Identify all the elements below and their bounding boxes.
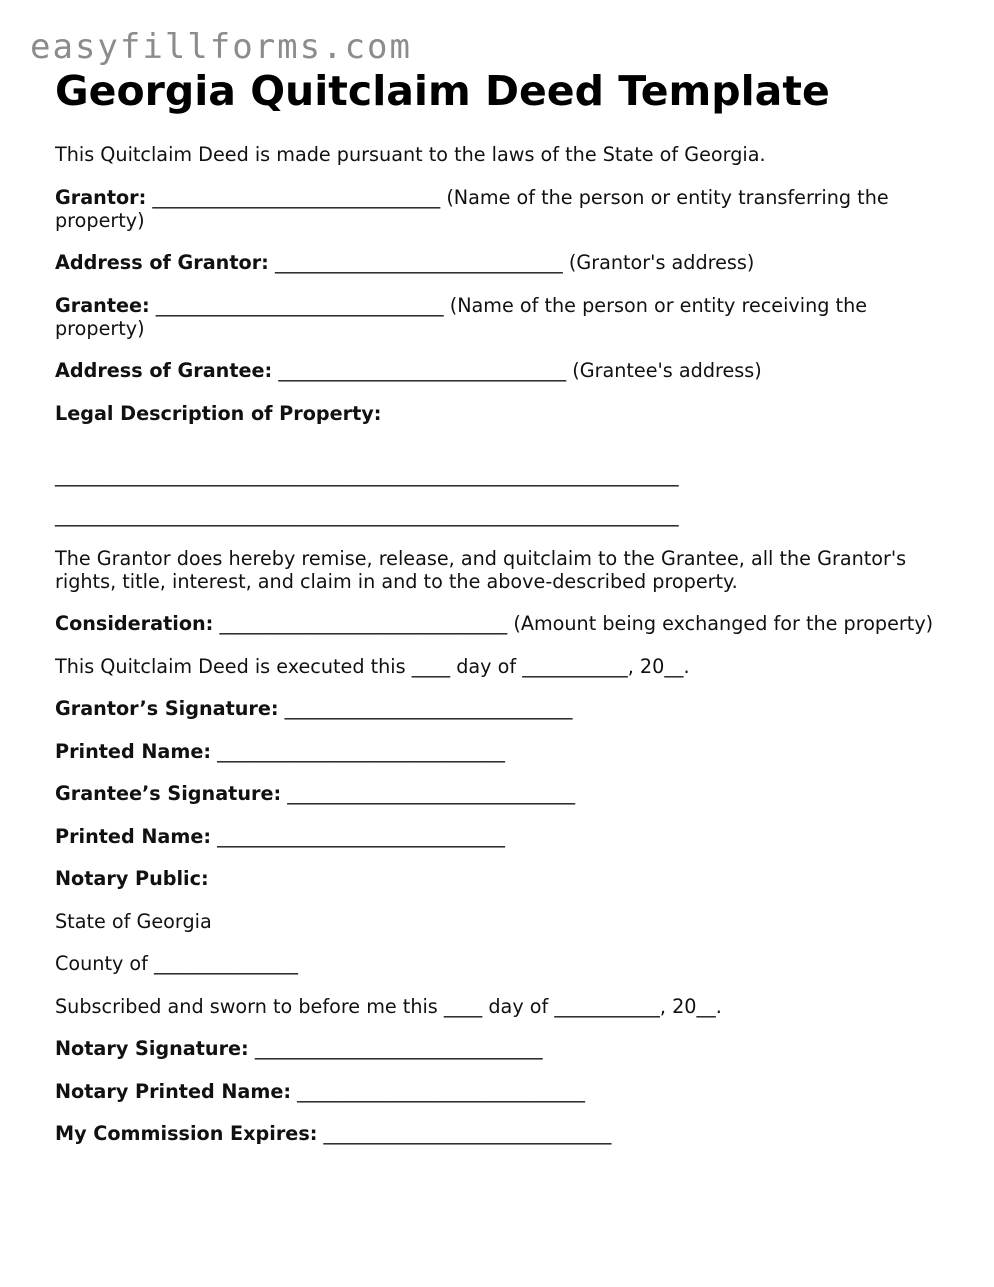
grantee-address-label: Address of Grantee: bbox=[55, 359, 273, 382]
legal-description-label: Legal Description of Property: bbox=[55, 401, 382, 425]
notary-printed-name-blank[interactable]: ______________________________ bbox=[291, 1079, 585, 1103]
grantor-printed-name-blank[interactable]: ______________________________ bbox=[211, 739, 505, 763]
grantee-signature-field[interactable] bbox=[55, 782, 935, 805]
consideration-label: Consideration: bbox=[55, 612, 214, 635]
grantee-address-field[interactable] bbox=[55, 359, 935, 382]
subscribed-date-line[interactable]: Subscribed and sworn to before me this ____ day of ___________, 20__. bbox=[55, 994, 722, 1018]
legal-description-line-2[interactable]: _________________________________________________________________ bbox=[55, 504, 679, 527]
grantor-signature-blank[interactable]: ______________________________ bbox=[278, 697, 573, 720]
state-line: State of Georgia bbox=[55, 909, 212, 933]
grantor-printed-name-label: Printed Name: bbox=[55, 739, 212, 763]
commission-expires-blank[interactable]: ______________________________ bbox=[317, 1122, 612, 1145]
grantee-address-blank[interactable]: ______________________________ (Grantee's address) bbox=[272, 359, 762, 382]
notary-printed-name-label: Notary Printed Name: bbox=[55, 1079, 292, 1103]
remise-text: The Grantor does hereby remise, release, and quitclaim to the Grantee, all the Grantor's rights, title, interest, and claim in and to the above-described property. bbox=[55, 546, 907, 593]
notary-signature-blank[interactable]: ______________________________ bbox=[248, 1037, 543, 1060]
commission-expires-field[interactable] bbox=[55, 1122, 935, 1145]
grantee-blank[interactable]: ______________________________ (Name of the person or entity receiving the property) bbox=[55, 293, 868, 340]
grantee-signature-label: Grantee’s Signature: bbox=[55, 782, 282, 805]
grantee-printed-name-label: Printed Name: bbox=[55, 824, 212, 848]
page-title: Georgia Quitclaim Deed Template bbox=[55, 67, 830, 115]
commission-expires-label: My Commission Expires: bbox=[55, 1122, 318, 1145]
consideration-blank[interactable]: ______________________________ (Amount being exchanged for the property) bbox=[213, 612, 934, 635]
grantor-blank[interactable]: ______________________________ (Name of the person or entity transferring the property) bbox=[55, 185, 889, 232]
grantor-address-field[interactable] bbox=[55, 251, 935, 274]
grantee-printed-name-blank[interactable]: ______________________________ bbox=[211, 824, 505, 848]
grantee-field[interactable] bbox=[55, 294, 935, 340]
legal-description-line-1[interactable]: _________________________________________________________________ bbox=[55, 464, 679, 487]
notary-signature-field[interactable] bbox=[55, 1037, 935, 1060]
grantee-label: Grantee: bbox=[55, 293, 150, 317]
grantee-printed-name-field[interactable] bbox=[55, 825, 935, 848]
grantor-label: Grantor: bbox=[55, 185, 147, 209]
grantor-signature-label: Grantor’s Signature: bbox=[55, 697, 279, 720]
intro-text: This Quitclaim Deed is made pursuant to the laws of the State of Georgia. bbox=[55, 143, 766, 166]
grantor-signature-field[interactable] bbox=[55, 697, 935, 720]
grantor-field[interactable] bbox=[55, 186, 935, 232]
grantor-printed-name-field[interactable] bbox=[55, 740, 935, 763]
notary-printed-name-field[interactable] bbox=[55, 1080, 935, 1103]
grantor-address-label: Address of Grantor: bbox=[55, 251, 269, 274]
watermark: easyfillforms.com bbox=[30, 27, 412, 67]
grantor-address-blank[interactable]: ______________________________ (Grantor's address) bbox=[268, 251, 755, 274]
executed-date-line[interactable]: This Quitclaim Deed is executed this ____ day of ___________, 20__. bbox=[55, 654, 690, 678]
notary-heading: Notary Public: bbox=[55, 867, 209, 890]
grantee-signature-blank[interactable]: ______________________________ bbox=[281, 782, 576, 805]
deed-body bbox=[55, 143, 935, 1165]
consideration-field[interactable] bbox=[55, 612, 935, 635]
notary-signature-label: Notary Signature: bbox=[55, 1037, 249, 1060]
county-field[interactable]: County of _______________ bbox=[55, 952, 298, 975]
